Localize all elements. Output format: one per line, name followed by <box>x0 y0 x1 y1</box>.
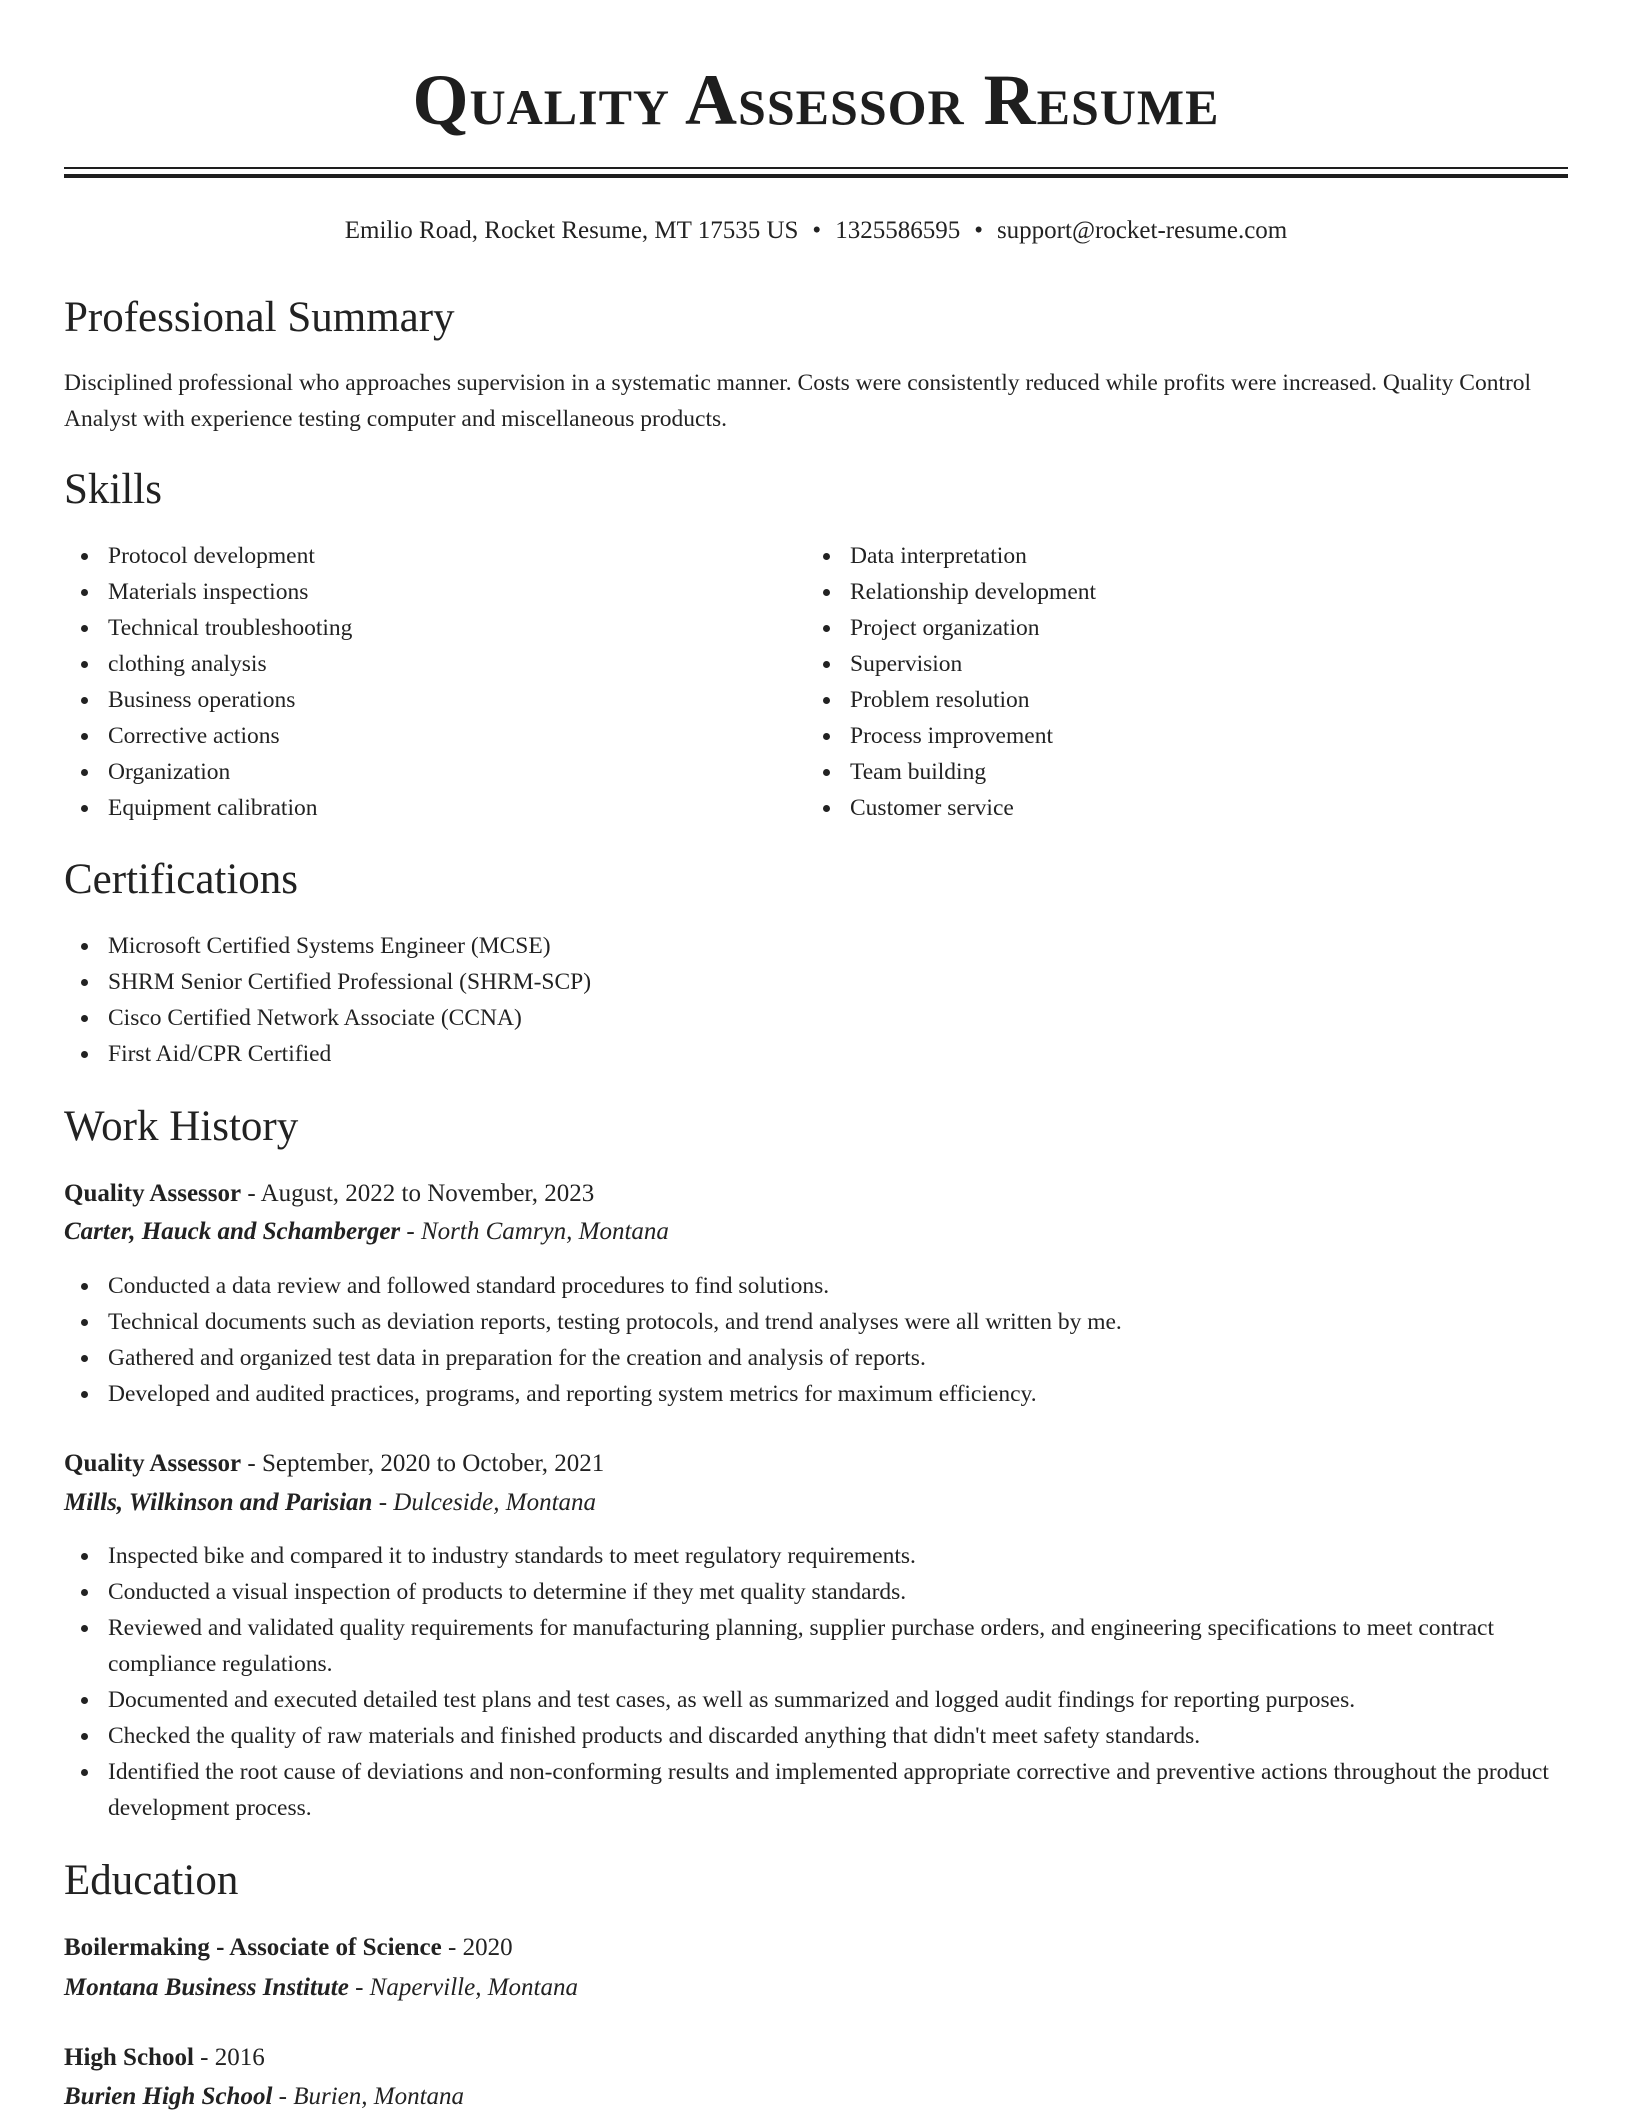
summary-heading: Professional Summary <box>64 294 455 341</box>
skill-item: Customer service <box>806 790 1566 826</box>
skill-item: Materials inspections <box>64 574 804 610</box>
education-degree-line <box>64 1930 513 1966</box>
job-bullet: Documented and executed detailed test plans and test cases, as well as summarized and logged audit findings for reporting purposes. <box>64 1682 1568 1718</box>
contact-line <box>64 214 1568 248</box>
education-degree-line <box>64 2040 265 2076</box>
job-location: Dulceside, Montana <box>393 1489 597 1516</box>
dash: - <box>241 1180 261 1207</box>
dash: - <box>241 1450 262 1477</box>
job-bullet: Conducted a data review and followed standard procedures to find solutions. <box>64 1268 1568 1304</box>
job-location: North Camryn, Montana <box>420 1218 669 1245</box>
certification-item: SHRM Senior Certified Professional (SHRM-SCP) <box>64 964 1568 1000</box>
job-company: Carter, Hauck and Schamberger <box>64 1218 401 1245</box>
skill-item: Data interpretation <box>806 538 1566 574</box>
education-degree: High School <box>64 2044 194 2071</box>
job-dates: September, 2020 to October, 2021 <box>261 1450 605 1477</box>
job-title-line <box>64 1176 594 1212</box>
education-school: Burien High School <box>64 2083 273 2110</box>
job-bullet: Checked the quality of raw materials and finished products and discarded anything that didn't meet safety standards. <box>64 1718 1568 1754</box>
education-school-line <box>64 1970 578 2006</box>
skill-item: Supervision <box>806 646 1566 682</box>
resume-page <box>64 0 1568 2110</box>
job-bullet: Inspected bike and compared it to industry standards to meet regulatory requirements. <box>64 1538 1568 1574</box>
certification-item: First Aid/CPR Certified <box>64 1036 1568 1072</box>
contact-separator: • <box>974 217 983 244</box>
skill-item: Process improvement <box>806 718 1566 754</box>
dash: - <box>193 2044 215 2071</box>
skill-item: Project organization <box>806 610 1566 646</box>
dash: - <box>441 1934 463 1961</box>
skill-item: Problem resolution <box>806 682 1566 718</box>
job-bullet: Developed and audited practices, programs, and reporting system metrics for maximum efficiency. <box>64 1376 1568 1412</box>
job-bullet: Conducted a visual inspection of products to determine if they met quality standards. <box>64 1574 1568 1610</box>
job-title: Quality Assessor <box>64 1450 242 1477</box>
job-bullet: Gathered and organized test data in preparation for the creation and analysis of reports. <box>64 1340 1568 1376</box>
job-bullet: Identified the root cause of deviations and non-conforming results and implemented appropriate corrective and preventive actions throughout the product development process. <box>64 1754 1568 1826</box>
dash: - <box>272 2083 294 2110</box>
skill-item: Technical troubleshooting <box>64 610 804 646</box>
dash: - <box>400 1218 421 1245</box>
resume-title: Quality Assessor Resume <box>412 60 1220 140</box>
dash: - <box>348 1974 370 2001</box>
job-bullets <box>64 1268 1568 1412</box>
job-bullets <box>64 1538 1568 1826</box>
job-employer-line <box>64 1214 669 1250</box>
education-year: 2016 <box>214 2044 265 2071</box>
skill-item: clothing analysis <box>64 646 804 682</box>
skill-item: Organization <box>64 754 804 790</box>
skills-list-right <box>806 538 1566 826</box>
contact-separator: • <box>812 217 822 244</box>
job-dates: August, 2022 to November, 2023 <box>260 1180 595 1207</box>
contact-address: Emilio Road, Rocket Resume, MT 17535 US <box>344 217 799 244</box>
education-heading: Education <box>64 1857 239 1904</box>
title-rule-thin <box>64 167 1568 169</box>
dash: - <box>372 1489 394 1516</box>
education-location: Burien, Montana <box>293 2083 465 2110</box>
certification-item: Cisco Certified Network Associate (CCNA) <box>64 1000 1568 1036</box>
skills-list-left <box>64 538 804 826</box>
contact-phone: 1325586595 <box>835 217 961 244</box>
certification-item: Microsoft Certified Systems Engineer (MCSE) <box>64 928 1568 964</box>
skill-item: Team building <box>806 754 1566 790</box>
education-location: Naperville, Montana <box>369 1974 578 2001</box>
certifications-heading: Certifications <box>64 856 299 903</box>
skill-item: Equipment calibration <box>64 790 804 826</box>
skill-item: Protocol development <box>64 538 804 574</box>
job-employer-line <box>64 1485 596 1521</box>
education-degree: Boilermaking - Associate of Science <box>64 1934 442 1961</box>
skill-item: Business operations <box>64 682 804 718</box>
contact-email: support@rocket-resume.com <box>996 217 1288 244</box>
job-title-line <box>64 1446 604 1482</box>
job-bullet: Technical documents such as deviation reports, testing protocols, and trend analyses were all written by me. <box>64 1304 1568 1340</box>
skills-heading: Skills <box>64 466 162 513</box>
skill-item: Corrective actions <box>64 718 804 754</box>
summary-text: Disciplined professional who approaches supervision in a systematic manner. Costs were consistently reduced while profits were increased. Quality Control Analyst with experience testing computer and miscellaneous products. <box>64 370 1532 432</box>
job-title: Quality Assessor <box>64 1180 242 1207</box>
skill-item: Relationship development <box>806 574 1566 610</box>
job-bullet: Reviewed and validated quality requirements for manufacturing planning, supplier purchase orders, and engineering specifications to meet contract compliance regulations. <box>64 1610 1568 1682</box>
work-history-heading: Work History <box>64 1103 299 1150</box>
job-company: Mills, Wilkinson and Parisian <box>64 1489 373 1516</box>
education-year: 2020 <box>462 1934 513 1961</box>
education-school-line <box>64 2079 464 2115</box>
title-rule-thick <box>64 174 1568 178</box>
education-school: Montana Business Institute <box>64 1974 349 2001</box>
certifications-list <box>64 928 1568 1072</box>
